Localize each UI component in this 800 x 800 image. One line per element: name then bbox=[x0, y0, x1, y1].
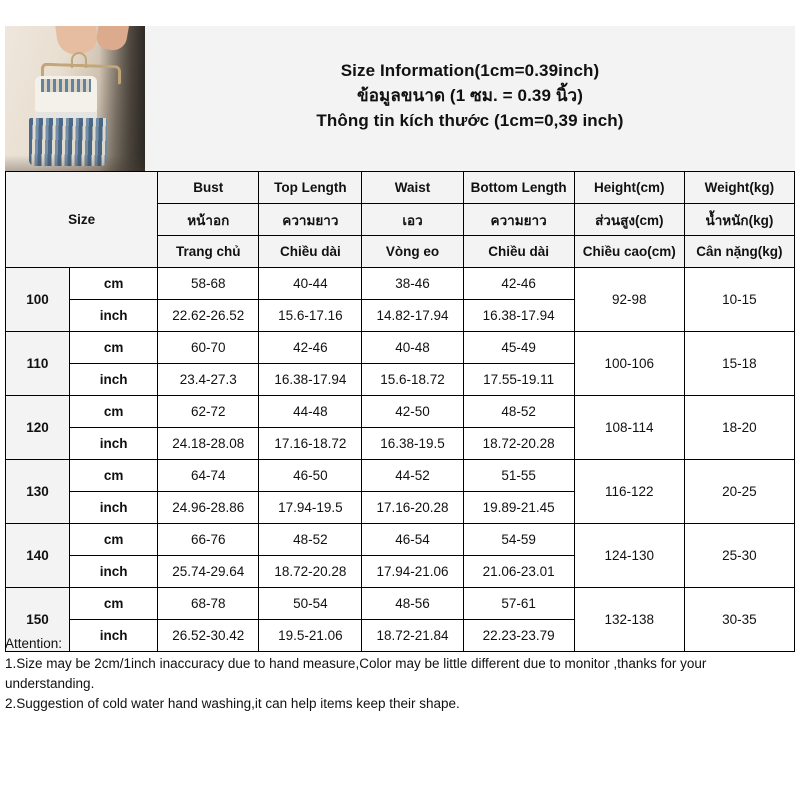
cell-waist-cm: 44-52 bbox=[362, 460, 463, 492]
col-header-bust-th: หน้าอก bbox=[158, 204, 259, 236]
row-size-150: 150 bbox=[6, 588, 70, 652]
photo-floor-shadow bbox=[5, 155, 145, 171]
cell-weight: 20-25 bbox=[684, 460, 794, 524]
col-header-waist-th: เอว bbox=[362, 204, 463, 236]
cell-bottom-length-inch: 17.55-19.11 bbox=[463, 364, 574, 396]
cell-weight: 30-35 bbox=[684, 588, 794, 652]
row-unit-cm: cm bbox=[70, 588, 158, 620]
row-size-130: 130 bbox=[6, 460, 70, 524]
cell-height: 116-122 bbox=[574, 460, 684, 524]
cell-bust-cm: 64-74 bbox=[158, 460, 259, 492]
attention-line-1: 1.Size may be 2cm/1inch inaccuracy due to hand measure,Color may be little different due to monitor ,thanks for your understanding. bbox=[5, 656, 707, 691]
col-header-bottom-length-en: Bottom Length bbox=[463, 172, 574, 204]
cell-weight: 25-30 bbox=[684, 524, 794, 588]
col-header-height-vi: Chiều cao(cm) bbox=[574, 236, 684, 268]
cell-weight: 15-18 bbox=[684, 332, 794, 396]
col-header-top-length-th: ความยาว bbox=[259, 204, 362, 236]
col-header-weight-vi: Cân nặng(kg) bbox=[684, 236, 794, 268]
cell-height: 124-130 bbox=[574, 524, 684, 588]
cell-bust-cm: 60-70 bbox=[158, 332, 259, 364]
col-header-weight-th: น้ำหนัก(kg) bbox=[684, 204, 794, 236]
cell-bust-cm: 66-76 bbox=[158, 524, 259, 556]
row-unit-cm: cm bbox=[70, 396, 158, 428]
cell-top-length-inch: 17.16-18.72 bbox=[259, 428, 362, 460]
cell-bust-inch: 24.18-28.08 bbox=[158, 428, 259, 460]
attention-note bbox=[5, 632, 795, 714]
row-unit-inch: inch bbox=[70, 556, 158, 588]
cell-top-length-cm: 42-46 bbox=[259, 332, 362, 364]
cell-bottom-length-inch: 18.72-20.28 bbox=[463, 428, 574, 460]
table-header-row-en bbox=[6, 172, 795, 204]
col-header-height-en: Height(cm) bbox=[574, 172, 684, 204]
cell-waist-cm: 42-50 bbox=[362, 396, 463, 428]
col-header-top-length-en: Top Length bbox=[259, 172, 362, 204]
garment-top bbox=[35, 76, 97, 122]
cell-height: 132-138 bbox=[574, 588, 684, 652]
cell-bust-inch: 26.52-30.42 bbox=[158, 620, 259, 652]
row-unit-cm: cm bbox=[70, 268, 158, 300]
cell-bust-inch: 24.96-28.86 bbox=[158, 492, 259, 524]
cell-bottom-length-inch: 16.38-17.94 bbox=[463, 300, 574, 332]
col-header-bust-vi: Trang chủ bbox=[158, 236, 259, 268]
row-unit-inch: inch bbox=[70, 364, 158, 396]
size-table bbox=[5, 171, 795, 652]
table-row bbox=[6, 268, 795, 300]
cell-bottom-length-cm: 54-59 bbox=[463, 524, 574, 556]
col-header-bottom-length-vi: Chiều dài bbox=[463, 236, 574, 268]
cell-top-length-cm: 40-44 bbox=[259, 268, 362, 300]
table-row bbox=[6, 524, 795, 556]
cell-bottom-length-cm: 48-52 bbox=[463, 396, 574, 428]
cell-bust-inch: 25.74-29.64 bbox=[158, 556, 259, 588]
col-header-weight-en: Weight(kg) bbox=[684, 172, 794, 204]
title-thai: ข้อมูลขนาด (1 ซม. = 0.39 นิ้ว) bbox=[357, 86, 583, 105]
cell-height: 100-106 bbox=[574, 332, 684, 396]
cell-bottom-length-cm: 42-46 bbox=[463, 268, 574, 300]
cell-bust-cm: 62-72 bbox=[158, 396, 259, 428]
col-header-top-length-vi: Chiều dài bbox=[259, 236, 362, 268]
cell-bottom-length-cm: 57-61 bbox=[463, 588, 574, 620]
cell-bust-cm: 58-68 bbox=[158, 268, 259, 300]
row-size-100: 100 bbox=[6, 268, 70, 332]
row-unit-inch: inch bbox=[70, 300, 158, 332]
cell-bust-inch: 23.4-27.3 bbox=[158, 364, 259, 396]
row-unit-inch: inch bbox=[70, 428, 158, 460]
cell-bottom-length-inch: 19.89-21.45 bbox=[463, 492, 574, 524]
table-row bbox=[6, 332, 795, 364]
title-vietnamese: Thông tin kích thước (1cm=0,39 inch) bbox=[316, 111, 624, 130]
row-size-110: 110 bbox=[6, 332, 70, 396]
cell-weight: 18-20 bbox=[684, 396, 794, 460]
row-unit-cm: cm bbox=[70, 524, 158, 556]
row-unit-cm: cm bbox=[70, 332, 158, 364]
row-size-120: 120 bbox=[6, 396, 70, 460]
cell-bottom-length-inch: 21.06-23.01 bbox=[463, 556, 574, 588]
product-photo bbox=[5, 26, 145, 171]
cell-top-length-inch: 17.94-19.5 bbox=[259, 492, 362, 524]
cell-waist-cm: 48-56 bbox=[362, 588, 463, 620]
size-header-cell: Size bbox=[6, 172, 158, 268]
col-header-bust-en: Bust bbox=[158, 172, 259, 204]
cell-waist-inch: 14.82-17.94 bbox=[362, 300, 463, 332]
cell-bottom-length-cm: 51-55 bbox=[463, 460, 574, 492]
cell-top-length-cm: 44-48 bbox=[259, 396, 362, 428]
cell-bottom-length-inch: 22.23-23.79 bbox=[463, 620, 574, 652]
cell-waist-cm: 40-48 bbox=[362, 332, 463, 364]
cell-waist-inch: 17.16-20.28 bbox=[362, 492, 463, 524]
title-english: Size Information(1cm=0.39inch) bbox=[340, 61, 600, 80]
cell-waist-inch: 17.94-21.06 bbox=[362, 556, 463, 588]
cell-height: 108-114 bbox=[574, 396, 684, 460]
cell-waist-inch: 18.72-21.84 bbox=[362, 620, 463, 652]
cell-top-length-inch: 15.6-17.16 bbox=[259, 300, 362, 332]
col-header-bottom-length-th: ความยาว bbox=[463, 204, 574, 236]
cell-waist-inch: 16.38-19.5 bbox=[362, 428, 463, 460]
row-unit-inch: inch bbox=[70, 492, 158, 524]
cell-top-length-cm: 50-54 bbox=[259, 588, 362, 620]
cell-bust-cm: 68-78 bbox=[158, 588, 259, 620]
header-banner bbox=[5, 26, 795, 171]
cell-waist-cm: 38-46 bbox=[362, 268, 463, 300]
cell-top-length-inch: 16.38-17.94 bbox=[259, 364, 362, 396]
cell-waist-cm: 46-54 bbox=[362, 524, 463, 556]
cell-top-length-inch: 18.72-20.28 bbox=[259, 556, 362, 588]
attention-heading: Attention: bbox=[5, 636, 63, 651]
title-block bbox=[145, 26, 795, 171]
cell-waist-inch: 15.6-18.72 bbox=[362, 364, 463, 396]
cell-bottom-length-cm: 45-49 bbox=[463, 332, 574, 364]
row-unit-inch: inch bbox=[70, 620, 158, 652]
cell-top-length-cm: 46-50 bbox=[259, 460, 362, 492]
cell-top-length-inch: 19.5-21.06 bbox=[259, 620, 362, 652]
row-size-140: 140 bbox=[6, 524, 70, 588]
table-row bbox=[6, 588, 795, 620]
attention-line-2: 2.Suggestion of cold water hand washing,it can help items keep their shape. bbox=[5, 696, 460, 711]
cell-weight: 10-15 bbox=[684, 268, 794, 332]
col-header-waist-vi: Vòng eo bbox=[362, 236, 463, 268]
row-unit-cm: cm bbox=[70, 460, 158, 492]
table-row bbox=[6, 460, 795, 492]
cell-height: 92-98 bbox=[574, 268, 684, 332]
cell-top-length-cm: 48-52 bbox=[259, 524, 362, 556]
cell-bust-inch: 22.62-26.52 bbox=[158, 300, 259, 332]
col-header-waist-en: Waist bbox=[362, 172, 463, 204]
table-row bbox=[6, 396, 795, 428]
col-header-height-th: ส่วนสูง(cm) bbox=[574, 204, 684, 236]
